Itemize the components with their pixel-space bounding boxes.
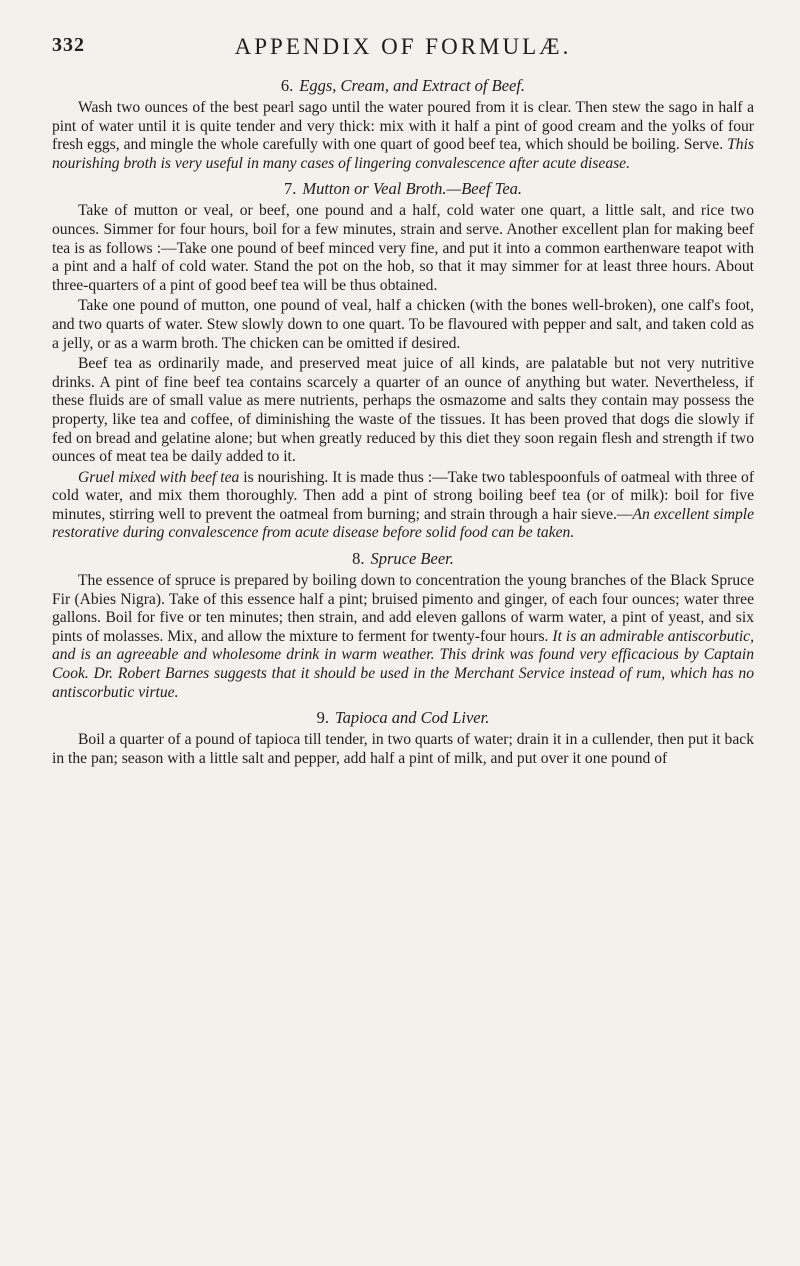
paragraph-italic: An excellent simple restorative during convalescence from acute disease before solid food can be taken.: [52, 505, 755, 542]
section-heading: Eggs, Cream, and Extract of Beef.: [299, 76, 526, 95]
paragraph-text: Take of mutton or veal, or beef, one pound and a half, cold water one quart, a little salt, and rice two ounces. Simmer for four hours, boil for a few minutes, strain and serve. Another excellent plan for making beef tea is as follows :—Take one pound of beef minced very fine, and put it into a common earthenware teapot with a pint and a half of cold water. Stand the pot on the hob, so that it may simmer for at least three hours. About three-quarters of a pint of good beef tea will be thus obtained.: [52, 202, 754, 294]
paragraph: [52, 297, 754, 353]
running-title: APPENDIX OF FORMULÆ.: [234, 34, 572, 59]
paragraph-text: The essence of spruce is prepared by boiling down to concentration the young branches of the Black Spruce Fir (Abies Nigra). Take of this essence half a pint; bruised pimento and ginger, of each four ounces; water three gallons. Boil for five or ten minutes; then strain, and add eleven gallons of warm water, a pint of yeast, and six pints of molasses. Mix, and allow the mixture to ferment for twenty-four hours.: [52, 572, 754, 645]
section-title: [52, 179, 754, 199]
paragraph: [52, 202, 754, 295]
section-heading: Spruce Beer.: [370, 549, 454, 569]
section-heading: Mutton or Veal Broth.—Beef Tea.: [302, 179, 523, 199]
paragraph-text: Boil a quarter of a pound of tapioca till tender, in two quarts of water; drain it in a cullender, then put it back in the pan; season with a little salt and pepper, add half a pint of milk, and put over it one pound of: [52, 731, 754, 767]
section-number: 6.: [280, 76, 294, 95]
paragraph: [52, 469, 754, 543]
paragraph: [52, 572, 754, 702]
section-6: [52, 76, 754, 173]
paragraph-text: Beef tea as ordinarily made, and preserved meat juice of all kinds, are palatable but not very nutritive drinks. A pint of fine beef tea contains scarcely a quarter of an ounce of anything but water. Nevertheless, if these fluids are of small value as mere nutrients, perhaps the osmazome and salts they contain may possess the property, like tea and coffee, of diminishing the waste of the tissues. It has been proved that dogs die slowly if fed on bread and gelatine alone; but when greatly reduced by this diet they soon regain flesh and strength if two ounces of meat tea be daily added to it.: [52, 355, 754, 466]
section-heading: Tapioca and Cod Liver.: [335, 708, 490, 728]
paragraph-italic: It is an admirable antiscorbutic, and is an agreeable and wholesome drink in warm weather. This drink was found very efficacious by Captain Cook. Dr. Robert Barnes suggests that it should be used in the Merchant Service instead of rum, which has no antiscorbutic virtue.: [52, 627, 754, 701]
section-number: 8.: [352, 549, 365, 569]
section-7: [52, 179, 754, 543]
paragraph-text: Take one pound of mutton, one pound of veal, half a chicken (with the bones well-broken), one calf's foot, and two quarts of water. Stew slowly down to one quart. To be flavoured with pepper and salt, and taken cold as a jelly, or as a warm broth. The chicken can be omitted if desired.: [52, 297, 754, 352]
section-title: [52, 549, 754, 569]
section-8: [52, 549, 754, 702]
paragraph-text: Wash two ounces of the best pearl sago until the water poured from it is clear. Then stew the sago in half a pint of water until it is quite tender and very thick: mix with it half a pint of good cream and the yolks of four fresh eggs, and mingle the whole carefully with one quart of good beef tea, which should be boiling. Serve.: [52, 99, 754, 154]
page-header: [52, 30, 754, 70]
paragraph: [52, 99, 754, 173]
paragraph: [52, 355, 754, 467]
section-number: 9.: [316, 708, 330, 728]
page-number: 332: [52, 34, 85, 56]
section-title: [52, 708, 754, 728]
section-9: [52, 708, 754, 768]
paragraph-text: is nourishing. It is made thus :—Take two tablespoonfuls of oatmeal with three of cold water, and mix them thoroughly. Then add a pint of strong boiling beef tea (or of milk): boil for five minutes, stirring well to prevent the oatmeal from burning; and strain through a hair sieve.—: [52, 468, 755, 523]
section-title: [52, 76, 754, 96]
paragraph-lead-italic: Gruel mixed with beef tea: [78, 468, 240, 486]
section-number: 7.: [283, 179, 297, 199]
paragraph: [52, 731, 754, 768]
paragraph-italic: This nourishing broth is very useful in many cases of lingering convalescence after acute disease.: [52, 136, 754, 172]
